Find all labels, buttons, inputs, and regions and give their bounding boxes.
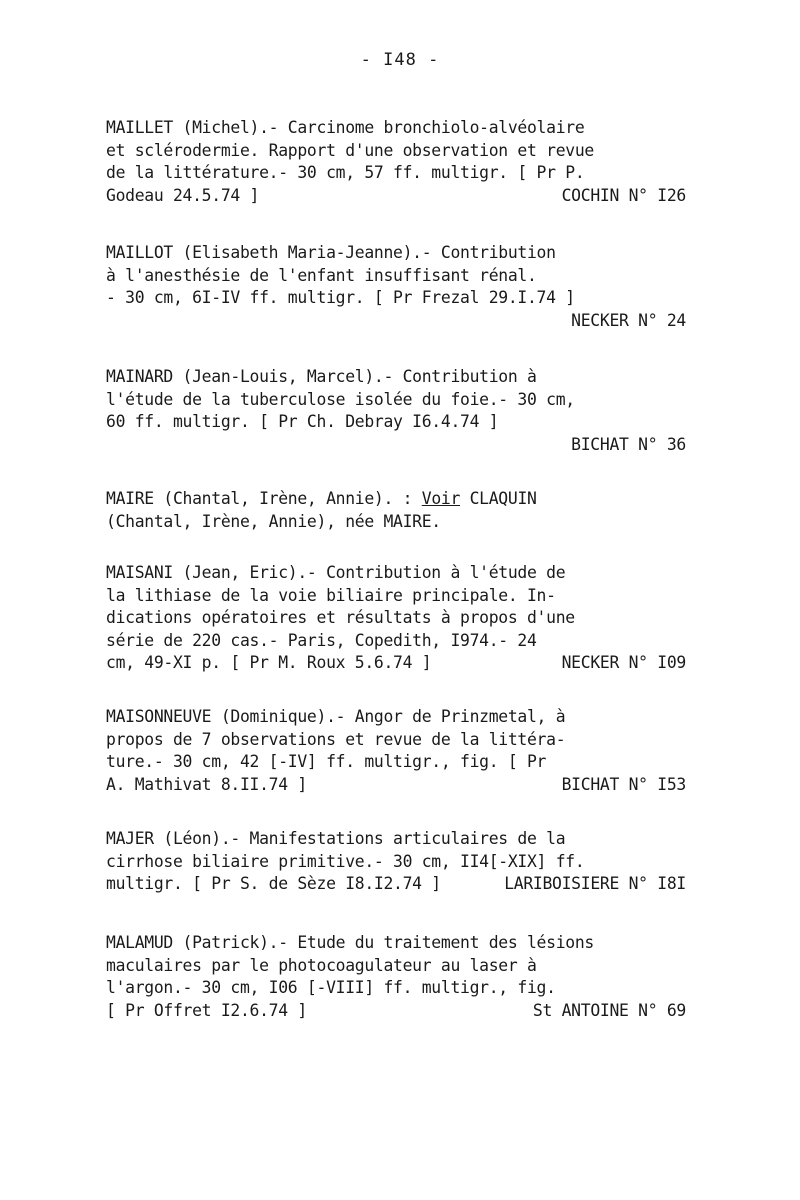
entry-line: propos de 7 observations et revue de la littéra- xyxy=(106,729,566,749)
entry-location: NECKER N° I09 xyxy=(561,653,686,672)
entry-line: l'étude de la tuberculose isolée du foie.- 30 cm, xyxy=(106,389,575,409)
entry-last-line xyxy=(106,652,686,675)
entry-last-line xyxy=(106,185,686,208)
entry-line: multigr. [ Pr S. de Sèze I8.I2.74 ] xyxy=(106,874,441,893)
entry-last-line xyxy=(106,1000,686,1023)
bibliography-entry-maillot xyxy=(106,242,686,332)
entry-line: de la littérature.- 30 cm, 57 ff. multigr. [ Pr P. xyxy=(106,163,585,182)
bibliography-entry-maisani xyxy=(106,562,686,675)
entry-location: BICHAT N° 36 xyxy=(571,434,686,454)
entry-line: MAISONNEUVE (Dominique).- Angor de Prinzmetal, à xyxy=(106,707,566,726)
page-number: - I48 - xyxy=(360,50,440,70)
entry-line: l'argon.- 30 cm, I06 [-VIII] ff. multigr., fig. xyxy=(106,978,556,997)
entry-location: NECKER N° 24 xyxy=(571,310,686,330)
entry-line: (Chantal, Irène, Annie), née MAIRE. xyxy=(106,511,441,531)
entry-line: A. Mathivat 8.II.74 ] xyxy=(106,774,307,794)
entry-line: ture.- 30 cm, 42 [-IV] ff. multigr., fig. [ Pr xyxy=(106,752,547,771)
entry-line: cm, 49-XI p. [ Pr M. Roux 5.6.74 ] xyxy=(106,653,432,672)
entry-line: MALAMUD (Patrick).- Etude du traitement des lésions xyxy=(106,933,594,952)
entry-line xyxy=(106,488,686,511)
entry-line: - 30 cm, 6I-IV ff. multigr. [ Pr Frezal 29.I.74 ] xyxy=(106,288,575,307)
entry-line: MAISANI (Jean, Eric).- Contribution à l'étude de xyxy=(106,563,566,582)
entry-line: Godeau 24.5.74 ] xyxy=(106,185,260,205)
entry-line: MAILLOT (Elisabeth Maria-Jeanne).- Contribution xyxy=(106,243,556,262)
see-reference-label: Voir xyxy=(421,489,461,508)
entry-line: cirrhose biliaire primitive.- 30 cm, II4[-XIX] ff. xyxy=(106,851,585,871)
entry-line: 60 ff. multigr. [ Pr Ch. Debray I6.4.74 ] xyxy=(106,412,499,431)
entry-line: MAJER (Léon).- Manifestations articulaires de la xyxy=(106,829,566,848)
entry-line: et sclérodermie. Rapport d'une observation et revue xyxy=(106,140,594,160)
bibliography-entry-maire xyxy=(106,488,686,533)
entry-location: St ANTOINE N° 69 xyxy=(532,1000,686,1020)
entry-text: CLAQUIN xyxy=(460,489,537,508)
entry-text: MAIRE (Chantal, Irène, Annie). : xyxy=(106,489,422,508)
entry-last-line xyxy=(106,774,686,797)
entry-line: [ Pr Offret I2.6.74 ] xyxy=(106,1000,307,1020)
bibliography-entry-maisonneuve xyxy=(106,706,686,796)
entry-line: MAINARD (Jean-Louis, Marcel).- Contribution à xyxy=(106,367,537,386)
entry-location: LARIBOISIERE N° I8I xyxy=(504,874,686,893)
entry-line: maculaires par le photocoagulateur au laser à xyxy=(106,955,537,975)
bibliography-entry-maillet xyxy=(106,117,686,207)
bibliography-entry-majer xyxy=(106,828,686,896)
bibliography-entry-malamud xyxy=(106,932,686,1022)
bibliography-entry-mainard xyxy=(106,366,686,456)
entry-line: à l'anesthésie de l'enfant insuffisant rénal. xyxy=(106,265,537,285)
entry-location: COCHIN N° I26 xyxy=(561,185,686,205)
entry-line: MAILLET (Michel).- Carcinome bronchiolo-alvéolaire xyxy=(106,118,585,137)
entry-line: série de 220 cas.- Paris, Copedith, I974.- 24 xyxy=(106,630,537,650)
entry-location: BICHAT N° I53 xyxy=(561,774,686,794)
entry-line: la lithiase de la voie biliaire principale. In- xyxy=(106,585,556,605)
entry-last-line xyxy=(106,873,686,896)
entry-line: dications opératoires et résultats à propos d'une xyxy=(106,608,575,627)
